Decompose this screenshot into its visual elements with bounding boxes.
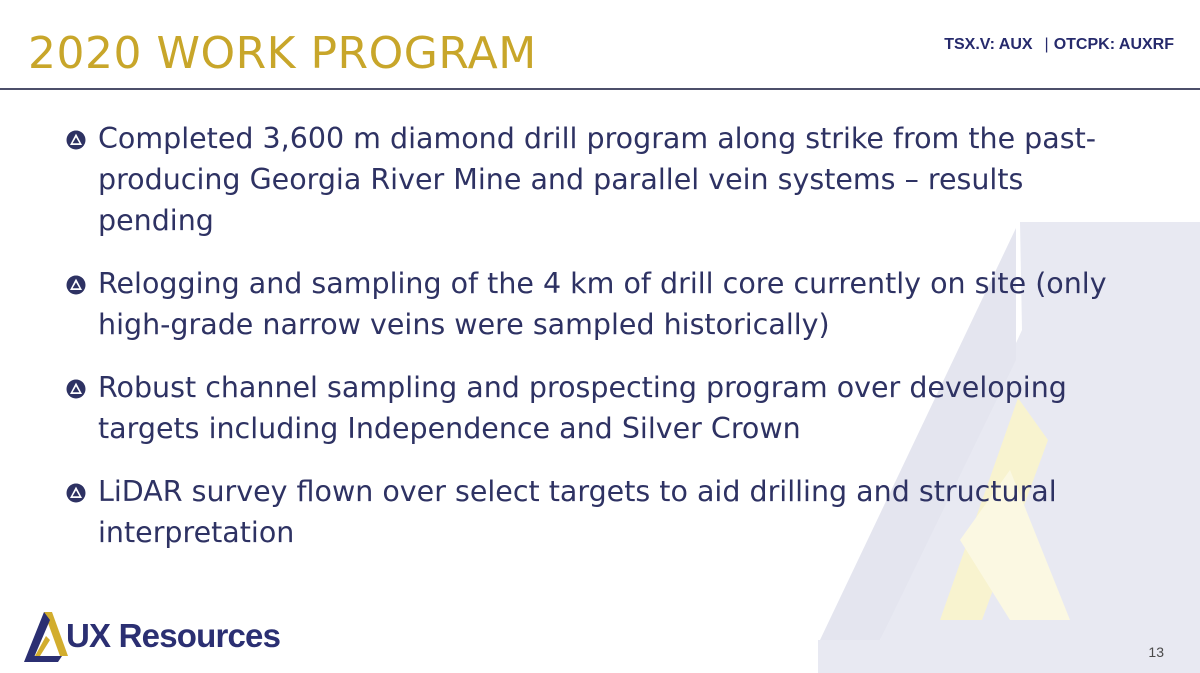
company-logo [22,610,284,666]
page-number: 13 [1148,644,1164,660]
ticker-tsxv: TSX.V: AUX [944,36,1033,53]
ticker-symbols [944,36,1174,54]
header-divider [0,88,1200,90]
triangle-logo-bullet-icon [66,379,86,399]
bullet-text: Relogging and sampling of the 4 km of drill core currently on site (only high-grade narrow veins were sampled historically) [98,267,1107,341]
triangle-logo-bullet-icon [66,483,86,503]
list-item [66,263,1126,345]
bullet-text: LiDAR survey flown over select targets to aid drilling and structural interpretation [98,475,1057,549]
bullet-text: Robust channel sampling and prospecting program over developing targets including Independence and Silver Crown [98,371,1067,445]
logo-text: UX Resources [66,617,281,654]
list-item [66,118,1126,241]
ticker-separator: | [1044,36,1049,53]
triangle-logo-bullet-icon [66,275,86,295]
bullet-list [66,118,1126,575]
bullet-text: Completed 3,600 m diamond drill program along strike from the past-producing Georgia River Mine and parallel vein systems – results pending [98,122,1097,237]
ticker-otcpk: OTCPK: AUXRF [1053,36,1174,53]
list-item [66,367,1126,449]
triangle-logo-bullet-icon [66,130,86,150]
list-item [66,471,1126,553]
page-title: 2020 WORK PROGRAM [28,28,537,79]
